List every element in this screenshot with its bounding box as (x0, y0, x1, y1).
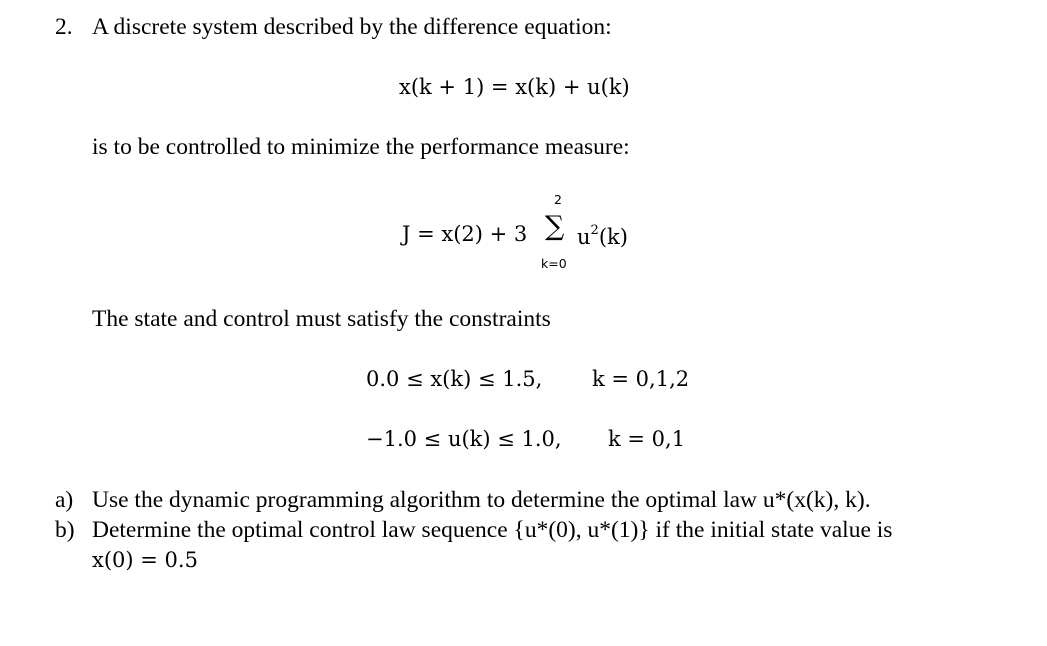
summand-arg: (k) (598, 225, 628, 249)
summand (577, 224, 628, 248)
part-b-text: Determine the optimal control law sequence {u*(0), u*(1)} if the initial state value is (92, 517, 893, 543)
summation-symbol: ∑ (545, 211, 565, 242)
part-b-label: b) (55, 517, 75, 543)
sum-upper-limit: 2 (554, 192, 562, 207)
sum-lower-limit: k=0 (541, 256, 567, 271)
summand-exponent: 2 (590, 223, 599, 238)
state-constraint: 0.0 ≤ x(k) ≤ 1.5, (366, 367, 543, 391)
j-lhs: J = x(2) + 3 (402, 222, 528, 246)
initial-state: x(0) = 0.5 (92, 548, 198, 572)
state-constraint-range: k = 0,1,2 (592, 367, 690, 391)
problem-number: 2. (55, 14, 73, 40)
summand-base: u (577, 225, 591, 249)
part-a-text: Use the dynamic programming algorithm to determine the optimal law u*(x(k), k). (92, 487, 871, 513)
part-a-label: a) (55, 487, 74, 513)
control-constraint: −1.0 ≤ u(k) ≤ 1.0, (366, 427, 562, 451)
constraints-text: The state and control must satisfy the constraints (92, 306, 551, 332)
problem-intro: A discrete system described by the difference equation: (92, 14, 612, 40)
control-constraint-range: k = 0,1 (608, 427, 686, 451)
difference-equation: x(k + 1) = x(k) + u(k) (399, 75, 630, 99)
performance-text: is to be controlled to minimize the performance measure: (92, 134, 630, 160)
